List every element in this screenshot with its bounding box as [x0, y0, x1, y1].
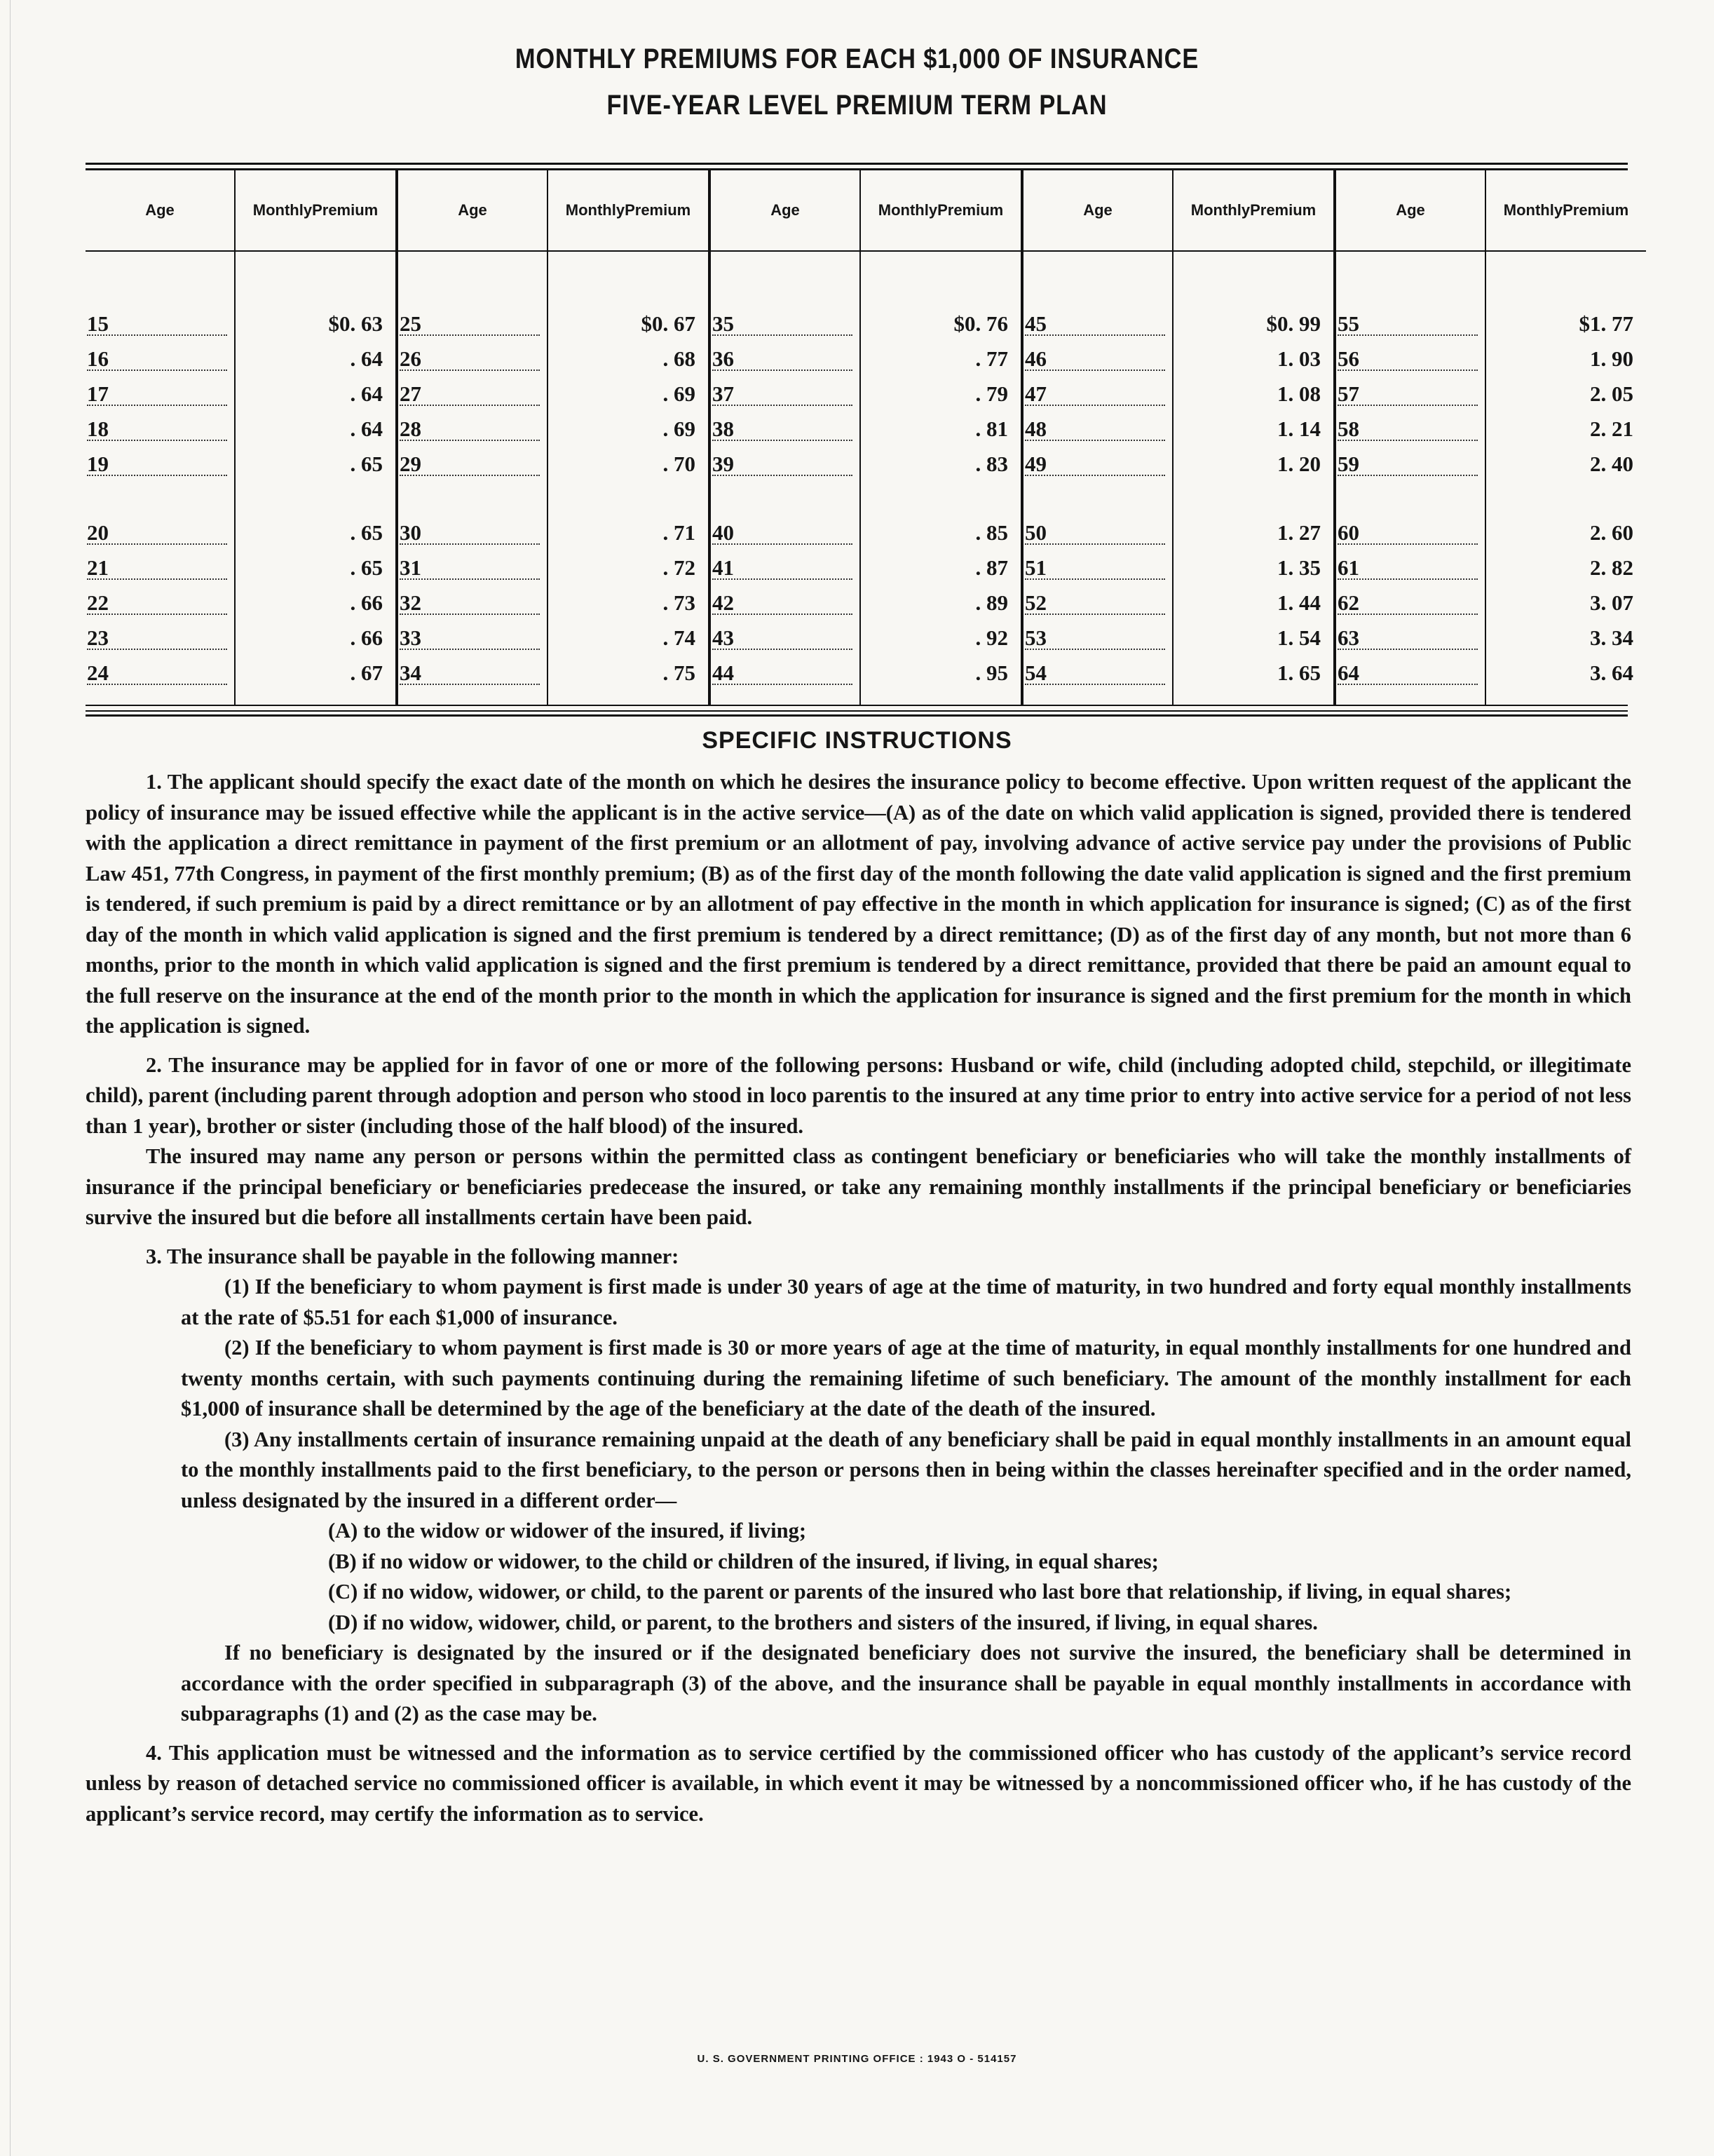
age-value: 20	[87, 522, 227, 545]
age-cell	[398, 585, 547, 621]
age-cell	[398, 341, 547, 377]
section-title: SPECIFIC INSTRUCTIONS	[702, 727, 1012, 754]
premium-cell: . 81	[975, 416, 1008, 441]
premium-cell: . 64	[350, 416, 383, 441]
premium-column	[236, 170, 397, 705]
age-value: 51	[1025, 557, 1165, 580]
premium-cell: . 67	[350, 660, 383, 685]
premium-cell: 2. 40	[1590, 452, 1633, 476]
age-value: 54	[1025, 663, 1165, 685]
premium-cell: $1. 77	[1579, 311, 1633, 336]
age-cell	[711, 550, 859, 585]
page-title: MONTHLY PREMIUMS FOR EACH $1,000 OF INSURANCE	[515, 43, 1199, 74]
premium-cell: . 69	[662, 381, 695, 406]
premium-header-line1: Monthly	[565, 201, 625, 219]
instruction-4: 4. This application must be witnessed and the information as to service certified by the commissioned officer who has custody of the applicant’s service record unless by reason of detached service no commissioned officer is available, in which event it may be witnessed by a noncommissioned officer who, if he has custody of the applicant’s service record, may certify the information as to service.	[86, 1740, 1631, 1826]
premium-cell: 1. 27	[1277, 520, 1321, 545]
premium-cell: . 64	[350, 381, 383, 406]
age-cell	[711, 377, 859, 412]
premium-column	[861, 170, 1022, 705]
age-value: 52	[1025, 592, 1165, 615]
age-value: 47	[1025, 384, 1165, 406]
instruction-3-3: (3) Any installments certain of insurance remaining unpaid at the death of any beneficiary shall be paid in equal monthly installments in an amount equal to the monthly installments paid to the first beneficiary, to the person or persons then in being within the classes hereinafter specified and in the order named, unless designated by the insured in a different order—	[181, 1427, 1631, 1512]
premium-cell: . 64	[350, 346, 383, 371]
premium-column	[548, 170, 709, 705]
premium-cell: $0. 99	[1266, 311, 1321, 336]
premium-header-line2: Premium	[312, 201, 379, 219]
age-value: 26	[400, 348, 540, 371]
premium-cell: . 79	[975, 381, 1008, 406]
age-value: 40	[712, 522, 852, 545]
age-cell	[1023, 656, 1172, 691]
premium-cell: . 65	[350, 555, 383, 580]
premium-cell: 3. 34	[1590, 625, 1633, 650]
premium-cell: 3. 64	[1590, 660, 1633, 685]
premium-cell: 2. 60	[1590, 520, 1633, 545]
instruction-3-a: (A) to the widow or widower of the insured, if living;	[328, 1519, 807, 1543]
premium-cell: 1. 35	[1277, 555, 1321, 580]
age-value: 15	[87, 313, 227, 336]
age-value: 24	[87, 663, 227, 685]
age-value: 37	[712, 384, 852, 406]
age-value: 59	[1338, 454, 1478, 476]
age-cell	[1023, 621, 1172, 656]
age-cell	[1336, 515, 1485, 550]
instruction-3-2: (2) If the beneficiary to whom payment is first made is 30 or more years of age at the time of maturity, in equal monthly installments for one hundred and twenty months certain, with such payments continuing during the remaining lifetime of such beneficiary. The amount of the monthly installment for each $1,000 of insurance shall be determined by the age of the beneficiary at the date of the death of the insured.	[181, 1336, 1631, 1421]
age-cell	[1023, 515, 1172, 550]
age-value: 31	[400, 557, 540, 580]
age-cell	[398, 515, 547, 550]
premium-cell: 1. 65	[1277, 660, 1321, 685]
age-cell	[86, 515, 234, 550]
age-value: 56	[1338, 348, 1478, 371]
premium-header	[861, 170, 1021, 252]
instruction-1: 1. The applicant should specify the exact date of the month on which he desires the insurance policy to become effective. Upon written request of the applicant the policy of insurance may be issued effective while the applicant is in the active service—(A) as of the date on which valid application is signed, provided there is tendered with the application a direct remittance in payment of the first premium or an allotment of pay, involving advance of active service pay under the provisions of Public Law 451, 77th Congress, in payment of the first monthly premium; (B) as of the first day of the month following the date valid application is signed and the first premium is tendered, if such premium is paid by a direct remittance or by an allotment of pay effective in the month in which application for insurance is signed; (C) as of the first day of the month in which valid application is signed and the first premium is tendered by a direct remittance; (D) as of the first day of any month, but not more than 6 months, prior to the month in which valid application is signed and the first premium is tendered by a direct remittance, provided that there be paid an amount equal to the full reserve on the insurance at the end of the month prior to the month in which the application for insurance is signed and the first premium for the month in which the application is signed.	[86, 770, 1631, 1038]
premium-header-line2: Premium	[625, 201, 691, 219]
premium-cell: 1. 03	[1277, 346, 1321, 371]
age-value: 22	[87, 592, 227, 615]
instruction-3-c: (C) if no widow, widower, or child, to the parent or parents of the insured who last bore that relationship, if living, in equal shares;	[328, 1580, 1512, 1604]
premium-cell: 1. 20	[1277, 452, 1321, 476]
age-cell	[711, 515, 859, 550]
premium-cell: . 77	[975, 346, 1008, 371]
age-cell	[86, 656, 234, 691]
instruction-2: 2. The insurance may be applied for in favor of one or more of the following persons: Husband or wife, child (including adopted child, stepchild, or illegitimate child), parent (including parent through adoption and person who stood in loco parentis to the insured at any time prior to entry into active service for a period of not less than 1 year), brother or sister (including those of the half blood) of the insured.	[86, 1052, 1631, 1138]
age-value: 58	[1338, 419, 1478, 441]
age-cell	[86, 412, 234, 447]
age-cell	[1336, 447, 1485, 482]
age-value: 49	[1025, 454, 1165, 476]
age-group-2	[397, 170, 709, 705]
age-cell	[1336, 377, 1485, 412]
premium-cell: . 68	[662, 346, 695, 371]
age-value: 61	[1338, 557, 1478, 580]
age-value: 50	[1025, 522, 1165, 545]
age-value: 63	[1338, 628, 1478, 650]
age-cell	[86, 447, 234, 482]
age-value: 57	[1338, 384, 1478, 406]
premium-table	[86, 163, 1633, 717]
age-cell	[1336, 341, 1485, 377]
age-header: Age	[711, 170, 859, 252]
age-cell	[1023, 447, 1172, 482]
age-cell	[1336, 656, 1485, 691]
age-cell	[1023, 341, 1172, 377]
age-group-4	[1022, 170, 1335, 705]
age-header: Age	[86, 170, 234, 252]
age-column	[1335, 170, 1486, 705]
instruction-3-b: (B) if no widow or widower, to the child or children of the insured, if living, in equal shares;	[328, 1549, 1159, 1573]
premium-header	[1486, 170, 1646, 252]
instruction-3-1: (1) If the beneficiary to whom payment is first made is under 30 years of age at the time of maturity, in two hundred and forty equal monthly installments at the rate of $5.51 for each $1,000 of insurance.	[181, 1275, 1631, 1329]
age-cell	[1023, 377, 1172, 412]
age-cell	[1336, 306, 1485, 341]
age-group-3	[709, 170, 1022, 705]
age-column	[709, 170, 861, 705]
age-cell	[398, 306, 547, 341]
scan-edge	[0, 0, 11, 2156]
age-cell	[711, 447, 859, 482]
age-value: 43	[712, 628, 852, 650]
premium-header-line2: Premium	[1563, 201, 1629, 219]
instructions-body	[86, 767, 1631, 1829]
age-cell	[1336, 621, 1485, 656]
page-subtitle: FIVE-YEAR LEVEL PREMIUM TERM PLAN	[606, 90, 1108, 121]
age-value: 35	[712, 313, 852, 336]
age-cell	[86, 585, 234, 621]
premium-cell: 1. 54	[1277, 625, 1321, 650]
premium-cell: 1. 44	[1277, 590, 1321, 615]
premium-grid	[86, 170, 1633, 706]
age-cell	[711, 341, 859, 377]
age-value: 23	[87, 628, 227, 650]
premium-cell: 1. 08	[1277, 381, 1321, 406]
age-cell	[1023, 550, 1172, 585]
premium-cell: . 65	[350, 452, 383, 476]
premium-cell: . 73	[662, 590, 695, 615]
age-value: 25	[400, 313, 540, 336]
premium-cell: . 66	[350, 625, 383, 650]
age-cell	[1023, 412, 1172, 447]
premium-cell: . 66	[350, 590, 383, 615]
premium-cell: . 95	[975, 660, 1008, 685]
age-cell	[398, 377, 547, 412]
age-value: 30	[400, 522, 540, 545]
premium-cell: . 65	[350, 520, 383, 545]
premium-cell: $0. 67	[641, 311, 695, 336]
instruction-2-contingent: The insured may name any person or persons within the permitted class as contingent beneficiary or beneficiaries who will take the monthly installments of insurance if the principal beneficiary or beneficiaries predecease the insured, or take any remaining monthly installments if the principal beneficiary or beneficiaries survive the insured but die before all installments certain have been paid.	[86, 1144, 1631, 1229]
age-value: 60	[1338, 522, 1478, 545]
premium-cell: . 72	[662, 555, 695, 580]
premium-cell: . 69	[662, 416, 695, 441]
premium-header	[548, 170, 708, 252]
age-value: 48	[1025, 419, 1165, 441]
age-value: 16	[87, 348, 227, 371]
premium-header-line1: Monthly	[878, 201, 938, 219]
premium-header-line1: Monthly	[1503, 201, 1563, 219]
premium-cell: 2. 21	[1590, 416, 1633, 441]
age-cell	[711, 585, 859, 621]
premium-cell: . 83	[975, 452, 1008, 476]
premium-cell: . 70	[662, 452, 695, 476]
age-header: Age	[1023, 170, 1172, 252]
premium-cell: $0. 63	[328, 311, 383, 336]
premium-cell: . 85	[975, 520, 1008, 545]
age-header: Age	[398, 170, 547, 252]
premium-header-line1: Monthly	[252, 201, 313, 219]
premium-header	[1174, 170, 1333, 252]
age-value: 28	[400, 419, 540, 441]
age-value: 41	[712, 557, 852, 580]
premium-header-line2: Premium	[1250, 201, 1317, 219]
age-cell	[398, 447, 547, 482]
age-value: 27	[400, 384, 540, 406]
age-cell	[1023, 585, 1172, 621]
age-cell	[1336, 412, 1485, 447]
age-cell	[86, 377, 234, 412]
age-value: 32	[400, 592, 540, 615]
age-value: 33	[400, 628, 540, 650]
age-column	[397, 170, 548, 705]
age-value: 42	[712, 592, 852, 615]
age-cell	[86, 621, 234, 656]
age-cell	[711, 656, 859, 691]
age-cell	[398, 412, 547, 447]
instruction-3-d: (D) if no widow, widower, child, or parent, to the brothers and sisters of the insured, if living, in equal shares.	[328, 1610, 1318, 1634]
age-cell	[1336, 550, 1485, 585]
age-group-5	[1335, 170, 1646, 705]
premium-cell: $0. 76	[953, 311, 1008, 336]
age-value: 62	[1338, 592, 1478, 615]
age-value: 55	[1338, 313, 1478, 336]
table-bottom-rule	[86, 710, 1628, 717]
age-value: 39	[712, 454, 852, 476]
premium-cell: . 75	[662, 660, 695, 685]
age-value: 44	[712, 663, 852, 685]
age-group-1	[86, 170, 397, 705]
age-value: 36	[712, 348, 852, 371]
age-cell	[86, 341, 234, 377]
age-cell	[1336, 585, 1485, 621]
premium-cell: 3. 07	[1590, 590, 1633, 615]
premium-cell: . 71	[662, 520, 695, 545]
age-value: 53	[1025, 628, 1165, 650]
age-value: 17	[87, 384, 227, 406]
premium-cell: . 89	[975, 590, 1008, 615]
age-value: 45	[1025, 313, 1165, 336]
age-value: 46	[1025, 348, 1165, 371]
age-column	[1022, 170, 1174, 705]
age-cell	[711, 412, 859, 447]
premium-header	[236, 170, 395, 252]
age-cell	[711, 306, 859, 341]
age-value: 64	[1338, 663, 1478, 685]
age-value: 38	[712, 419, 852, 441]
age-value: 18	[87, 419, 227, 441]
premium-cell: 1. 14	[1277, 416, 1321, 441]
age-value: 19	[87, 454, 227, 476]
age-cell	[1023, 306, 1172, 341]
age-value: 21	[87, 557, 227, 580]
age-header: Age	[1336, 170, 1485, 252]
age-cell	[398, 656, 547, 691]
age-cell	[398, 621, 547, 656]
instruction-3-tail: If no beneficiary is designated by the insured or if the designated beneficiary does not survive the insured, the beneficiary shall be determined in accordance with the order specified in subparagraph (3) of the above, and the insurance shall be payable in equal monthly installments in accordance with subparagraphs (1) and (2) as the case may be.	[181, 1641, 1631, 1726]
age-value: 34	[400, 663, 540, 685]
age-value: 29	[400, 454, 540, 476]
age-cell	[398, 550, 547, 585]
premium-cell: 1. 90	[1590, 346, 1633, 371]
age-cell	[711, 621, 859, 656]
premium-column	[1486, 170, 1646, 705]
premium-column	[1174, 170, 1335, 705]
premium-cell: 2. 82	[1590, 555, 1633, 580]
premium-cell: . 74	[662, 625, 695, 650]
age-column	[86, 170, 236, 705]
table-top-rule	[86, 163, 1628, 170]
printer-imprint: U. S. GOVERNMENT PRINTING OFFICE : 1943 O - 514157	[697, 2053, 1017, 2065]
premium-header-line1: Monthly	[1190, 201, 1251, 219]
premium-cell: 2. 05	[1590, 381, 1633, 406]
premium-cell: . 92	[975, 625, 1008, 650]
age-cell	[86, 550, 234, 585]
premium-header-line2: Premium	[937, 201, 1004, 219]
instruction-3: 3. The insurance shall be payable in the following manner:	[146, 1244, 679, 1268]
age-cell	[86, 306, 234, 341]
premium-cell: . 87	[975, 555, 1008, 580]
